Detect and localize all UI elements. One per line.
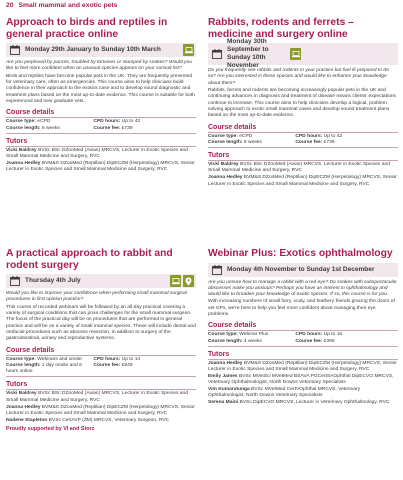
tutors-heading: Tutors bbox=[208, 152, 398, 161]
detail-label: Course fee: bbox=[295, 139, 323, 145]
details-heading: Course details bbox=[208, 124, 398, 133]
course-intro: Are you perplexed by parrots, troubled by tortoises or stumped by snakes? Would you like to feel more confident when an unusual species appears on your consult list? bbox=[6, 60, 192, 72]
detail-label: Course fee: bbox=[295, 338, 323, 344]
course-intro: Do you frequently see rabbits and rodents in your practice but feel ill-prepared to do so? Are you interested in these species and would like to enhance your knowledge about them? bbox=[208, 68, 389, 86]
details-grid bbox=[6, 119, 196, 134]
detail-value: eCPD bbox=[37, 119, 51, 125]
detail-value: £739 bbox=[121, 125, 133, 131]
course-intro: Are you unsure how to manage a rabbit with a red eye? Do snakes with subspectacular abscesses make you anxious? Perhaps you have an interest in ophthalmology and would like to broaden your knowledge of exotic species. If so, this course is for you. bbox=[208, 279, 397, 298]
course-card bbox=[208, 248, 398, 407]
course-intro: Would you like to improve your confidence when performing small mammal surgical procedures in first opinion practice? bbox=[6, 291, 187, 303]
tutor-entry: Joanna Hedley BVM&S DZooMed (Reptilian) DipECZM (Herpetology) MRCVS, Senior Lecturer in Exotic Species and Small Mammal Medicine and Surgery, RVC bbox=[6, 160, 195, 173]
detail-label: Course fee: bbox=[93, 362, 121, 368]
detail-value: £949 bbox=[121, 362, 133, 368]
detail-value: Up to 42 bbox=[121, 119, 141, 125]
course-description: This course of recorded webinars will be followed by an all-day practical covering a variety of surgical conditions that can pose challenges for the small mammal surgeon. The focus of the practical day will be on procedures that are performed in general practice and will be on a variety of small mammal species. These will include dental and orofacial procedures such as abscess resection, in addition to surgery of the gastrointestinal, urinary and reproductive systems. bbox=[6, 304, 196, 342]
detail-label: Course type: bbox=[6, 356, 36, 362]
details-heading: Course details bbox=[208, 322, 398, 331]
sponsor-note: Proudly supported by VI and Storz bbox=[6, 425, 95, 432]
tutor-entry: Vicki Baldrey BVSc BSc DZooMed (Avian) MRCVS, Lecturer in Exotic Species and Small Mammal Medicine and Surgery, RVC bbox=[208, 162, 390, 174]
course-description: Birds and reptiles have become popular pets in the UK. They are frequently presented for veterinary care, often as emergencies. This course aims to help clinicians build confidence in their approach to the exotics case and to develop sound diagnostic and treatment plans based on the most up-to-date evidence. This course is suitable for both experienced and new graduate vets. bbox=[6, 73, 195, 104]
detail-value: 1 day onsite and 6 hours online bbox=[6, 362, 82, 375]
detail-value: 4 weeks bbox=[243, 338, 262, 344]
laptop-icon bbox=[183, 44, 194, 56]
detail-label: Course length: bbox=[6, 362, 41, 368]
course-date: Monday 29th January to Sunday 10th March bbox=[25, 46, 161, 54]
detail-value: Up to 16 bbox=[323, 332, 343, 338]
detail-value: 6 weeks bbox=[41, 125, 60, 131]
detail-value: 6 weeks bbox=[243, 139, 262, 145]
detail-label: Course type: bbox=[208, 332, 238, 338]
tutor-entry: Vim Kumaratunga BVSc MVetMed CertVOphthal MRCVS, Veterinary Ophthalmologist, North Downs Veterinary Specialists bbox=[208, 387, 361, 399]
details-heading: Course details bbox=[6, 347, 196, 356]
date-bar bbox=[6, 274, 196, 288]
date-bar bbox=[208, 38, 398, 70]
tutors-heading: Tutors bbox=[6, 381, 196, 390]
calendar-icon bbox=[210, 264, 223, 275]
tutor-entry: Vicki Baldrey BVSc BSc DZooMed (Avian) MRCVS, Lecturer in Exotic Species and Small Mammal Medicine and Surgery, RVC bbox=[6, 391, 188, 403]
tutor-entry: Nadene Stapleton BVSc CertAVP (ZM) MRCVS, Veterinary Surgeon, RVC bbox=[6, 417, 170, 423]
detail-value: Webinars and onsite bbox=[37, 356, 82, 362]
detail-label: Course type: bbox=[6, 119, 36, 125]
date-bar bbox=[6, 43, 196, 57]
page-header bbox=[6, 2, 117, 9]
calendar-icon bbox=[8, 276, 21, 287]
detail-label: Course length: bbox=[6, 125, 41, 131]
detail-label: Course fee: bbox=[93, 125, 121, 131]
detail-value: Up to 14 bbox=[121, 356, 141, 362]
location-pin-icon bbox=[183, 275, 194, 287]
course-date: Monday 30th September to Sunday 10th November bbox=[227, 38, 269, 70]
course-date: Thursday 4th July bbox=[25, 277, 81, 285]
details-heading: Course details bbox=[6, 109, 196, 118]
laptop-icon bbox=[290, 48, 301, 60]
detail-label: Course type: bbox=[208, 133, 238, 139]
detail-label: Course length: bbox=[208, 139, 243, 145]
tutor-entry: Serena Maini BVSc DipECVO MRCVS, Lecturer in Veterinary Ophthalmology, RVC bbox=[208, 400, 390, 406]
date-bar bbox=[208, 263, 398, 277]
course-title: Approach to birds and reptiles in general practice online bbox=[6, 17, 168, 40]
course-card bbox=[6, 17, 196, 174]
detail-value: eCPD bbox=[239, 133, 253, 139]
detail-value: Webinar Plus bbox=[239, 332, 269, 338]
tutor-entry: Vicki Baldrey BVSc BSc DZooMed (Avian) MRCVS, Lecturer in Exotic Species and Small Mammal Medicine and Surgery, RVC bbox=[6, 147, 188, 160]
detail-value: £399 bbox=[323, 338, 335, 344]
tutor-entry: Joanna Hedley BVM&S DZooMed (Reptilian) DipECZM (Herpetology) MRCVS, Senior Lecturer in Exotic Species and Small Mammal Medicine and Surgery, RVC bbox=[6, 404, 195, 416]
detail-value: Up to 42 bbox=[323, 133, 343, 139]
section-title: Small mammal and exotic pets bbox=[18, 2, 118, 9]
details-grid bbox=[6, 357, 196, 378]
tutor-entry: Emily James BVSc MVetSci MVetMed BSAVA PGCertSAOphthal DipECVO MRCVS, Veterinary Ophthalmologist, North Downs Veterinary Specialists bbox=[208, 374, 394, 386]
detail-label: CPD hours: bbox=[295, 332, 323, 338]
detail-label: CPD hours: bbox=[93, 356, 121, 362]
tutor-entry: Joanna Hedley BVM&S DZooMed (Reptilian) DipECZM (Herpetology) MRCVS, Senior Lecturer in Exotic Species and Small Mammal Medicine and Surgery, RVC bbox=[208, 175, 397, 187]
course-title: Rabbits, rodents and ferrets – medicine and surgery online bbox=[208, 17, 354, 40]
laptop-icon bbox=[170, 275, 181, 287]
calendar-icon bbox=[8, 45, 21, 56]
detail-label: CPD hours: bbox=[295, 133, 323, 139]
page-number: 20 bbox=[6, 2, 14, 9]
course-description: Rabbits, ferrets and rodents are becoming increasingly popular pets in the UK and continuing advances in diagnosis and treatment of disease means clients' expectations continue to increase. This course aims to help clinicians develop a logical, problem solving approach to exotic small mammal cases and develop sound treatment plans based on the most up-to-date evidence. bbox=[208, 88, 396, 119]
course-title: A practical approach to rabbit and rodent surgery bbox=[6, 248, 173, 271]
course-description: With increasing numbers of small furry, scaly, and feathery friends gracing the doors of vet GPs, we're here to help you feel more confident about managing their eye problems. bbox=[208, 299, 395, 318]
tutors-heading: Tutors bbox=[6, 138, 196, 147]
detail-label: Course length: bbox=[208, 338, 243, 344]
course-card bbox=[6, 248, 196, 432]
course-date: Monday 4th November to Sunday 1st December bbox=[227, 265, 375, 273]
course-card bbox=[208, 17, 398, 188]
detail-value: £739 bbox=[323, 139, 335, 145]
tutors-heading: Tutors bbox=[208, 351, 398, 360]
tutor-entry: Joanna Hedley BVM&S DZooMed (Reptilian) DipECZM (Herpetology) MRCVS, Senior Lecturer in Exotic Species and Small Mammal Medicine and Surgery, RVC bbox=[208, 360, 397, 373]
calendar-icon bbox=[210, 49, 223, 60]
course-title: Webinar Plus: Exotics ophthalmology bbox=[208, 248, 393, 259]
details-grid bbox=[208, 134, 398, 149]
details-grid bbox=[208, 332, 398, 347]
detail-label: CPD hours: bbox=[93, 119, 121, 125]
